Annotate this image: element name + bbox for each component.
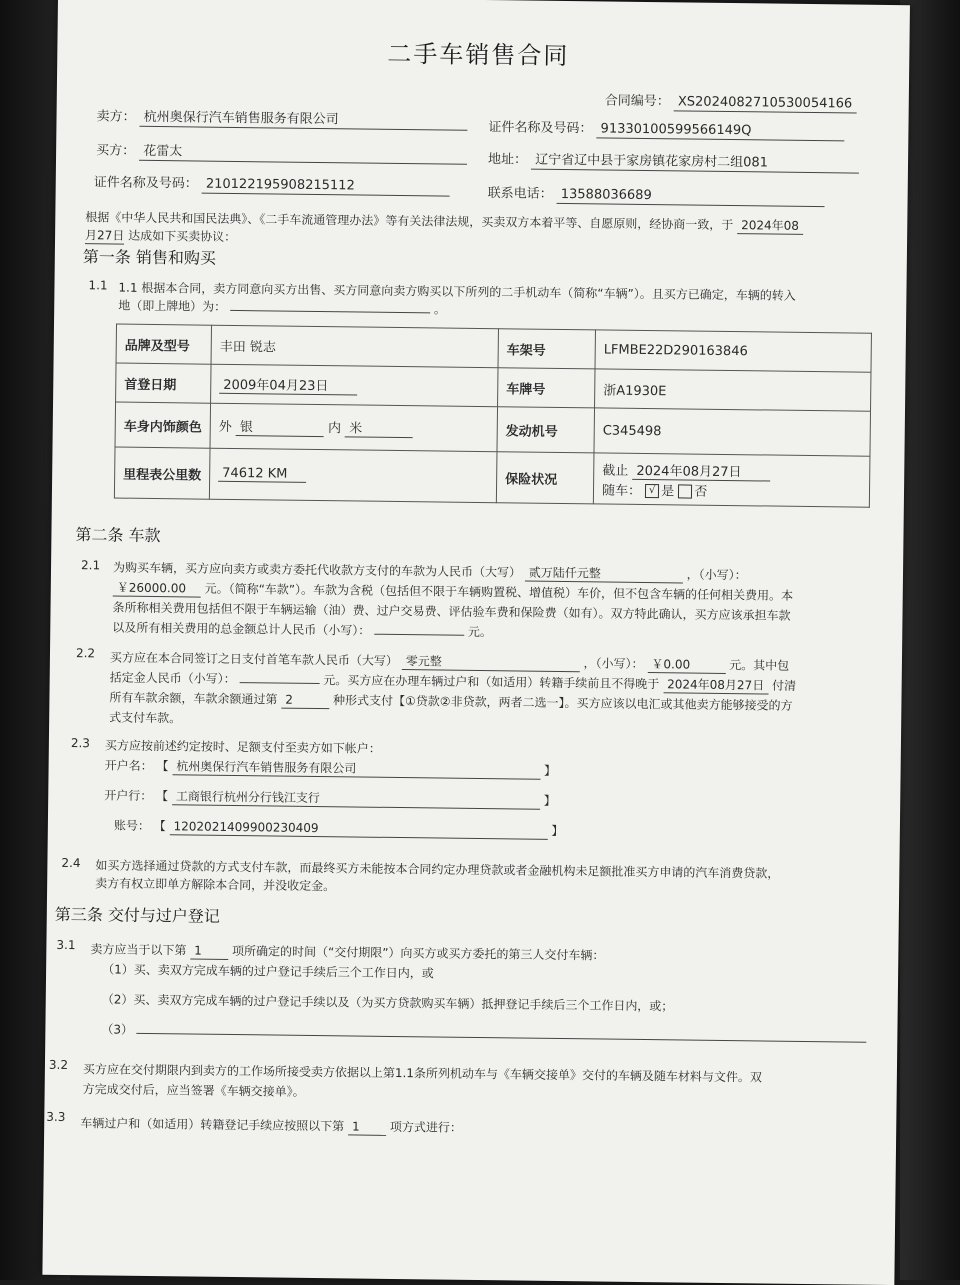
insurance-date: 2024年08月27日 (632, 459, 770, 481)
reg-date-value: 2009年04月23日 (219, 374, 357, 396)
delivery-option-3-blank (137, 1033, 867, 1043)
para-2-1-number: 2.1 (80, 558, 101, 573)
first-payment-words: 零元整 (402, 653, 580, 672)
buyer-id: 210122195908215112 (202, 177, 450, 197)
account-number-row: 账号： 【 1202021409900230409 】 (113, 818, 564, 839)
preamble-line2: 月27日 达成如下买卖协议： (85, 228, 237, 244)
phone-row: 联系电话： 13588036689 (488, 186, 825, 207)
seller-id: 91330100599566149Q (596, 121, 844, 141)
checkbox-yes-icon: √ (645, 484, 659, 498)
para-2-4-number: 2.4 (61, 855, 81, 871)
registration-place-blank (230, 310, 430, 313)
account-name-row: 开户名： 【 杭州奥保行汽车销售服务有限公司 】 (104, 758, 557, 778)
engine-label: 发动机号 (497, 407, 595, 453)
para-3-2-number: 3.2 (48, 1057, 69, 1072)
para-2-2-line4: 式支付车款。 (109, 710, 182, 726)
reg-date-label: 首登日期 (116, 363, 211, 403)
para-3-2-line1: 买方应在交付期限内到卖方的工作场所接受卖方依据以上第1.1条所列机动车与《车辆交接单》交付的车辆及随车材料与文件。双 (82, 1062, 763, 1085)
contract-number-row: 合同编号： XS2024082710530054166 (605, 93, 857, 113)
brand-label: 品牌及型号 (116, 324, 211, 364)
brand-value: 丰田 锐志 (211, 325, 498, 368)
bank-name: 工商银行杭州分行钱江支行 (172, 788, 540, 809)
contract-paper (42, 0, 910, 1285)
seller-id-row: 证件名称及号码： 91330100599566149Q (488, 120, 844, 141)
buyer-name: 花雷太 (139, 144, 467, 165)
table-row: 里程表公里数 74612 KM 保险状况 截止 2024年08月27日 随车： √ 是 否 (114, 447, 870, 507)
insurance-label: 保险状况 (496, 452, 594, 504)
para-2-2-line2: 括定金人民币（小写）： 元。买方应在办理车辆过户和（如适用）转籍手续前且不得晚于 2024年08月27日 付清 (109, 670, 797, 693)
para-2-2-number: 2.2 (75, 646, 96, 661)
plate-value: 浙A1930E (595, 369, 871, 411)
first-payment-number: ￥0.00 (647, 656, 725, 674)
para-2-2-line1: 买方应在本合同签订之日支付首笔车款人民币（大写） 零元整 ，（小写）： ￥0.00 元。其中包 (109, 650, 790, 673)
contract-title: 二手车销售合同 (387, 39, 570, 71)
odometer-value: 74612 KM (218, 466, 306, 483)
delivery-option-2: （2）买、卖双方完成车辆的过户登记手续以及（为买方贷款购买车辆）抵押登记手续后三个工作日内，或； (101, 992, 674, 1014)
seller-name: 杭州奥保行汽车销售服务有限公司 (140, 110, 468, 131)
para-2-4-line2: 卖方有权立即单方解除本合同，并没收定金。 (95, 876, 336, 894)
color-label: 车身内饰颜色 (115, 402, 211, 448)
table-row: 车身内饰颜色 外 银 内 米 发动机号 C345498 (115, 402, 870, 456)
para-2-3-number: 2.3 (70, 736, 91, 751)
buyer-address: 辽宁省辽中县于家房镇花家房村二组081 (531, 153, 859, 174)
transfer-option-choice: 1 (348, 1118, 386, 1135)
agreement-date-part2: 月27日 (85, 228, 125, 243)
para-2-4-line1: 如买方选择通过贷款的方式支付车款，而最终买方未能按本合同约定办理贷款或者金融机构未足额批准买方申请的汽车消费贷款， (95, 858, 780, 881)
article1-text2: 地（即上牌地）为： 。 (118, 298, 446, 317)
total-price-words: 贰万陆仟元整 (525, 565, 683, 584)
total-price-number: ￥26000.00 (113, 580, 201, 598)
para-3-1-text: 卖方应当于以下第 1 项所确定的时间（“交付期限”）向买方或买方委托的第三人交付车辆： (90, 942, 605, 963)
buyer-phone: 13588036689 (557, 187, 825, 207)
vin-label: 车架号 (498, 329, 595, 369)
deposit-blank (239, 682, 319, 684)
seller-row: 卖方： 杭州奥保行汽车销售服务有限公司 (96, 109, 467, 131)
delivery-option-3: （3） (101, 1021, 867, 1046)
para-3-1-number: 3.1 (56, 937, 76, 953)
checkbox-no-icon (678, 484, 692, 498)
interior-color: 米 (345, 417, 413, 438)
para-2-2-line3: 所有车款余额，车款余额通过第 2 种形式支付【①贷款②非贷款，两者二选一】。买方应该以电汇或其他卖方能够接受的方 (109, 690, 793, 713)
article3-title: 第三条 交付与过户登记 (54, 904, 220, 926)
odometer-label: 里程表公里数 (114, 447, 210, 499)
account-holder-name: 杭州奥保行汽车销售服务有限公司 (172, 758, 540, 779)
article1-number: 1.1 (88, 278, 108, 293)
preamble-line1: 根据《中华人民共和国民法典》、《二手车流通管理办法》等有关法律法规，买卖双方本着平等、自愿原则，经协商一致，于 2024年08 (85, 209, 803, 235)
vin-value: LFMBE22D290163846 (595, 330, 871, 372)
para-2-1-line1: 为购买车辆，买方应向卖方或卖方委托代收款方支付的车款为人民币（大写） 贰万陆仟元整 ，（小写）： (112, 560, 747, 583)
para-3-2-line2: 方完成交付后，应当签署《车辆交接单》。 (82, 1082, 305, 1099)
para-2-1-line2: ￥26000.00 元。（简称“车款”）。车款为含税（包括但不限于车辆购置税、增值税）车价，但不包含车辆的任何相关费用。本 (113, 580, 793, 605)
payment-method-choice: 2 (281, 692, 329, 710)
balance-due-date: 2024年08月27日 (663, 676, 768, 694)
total-fees-blank (374, 634, 464, 636)
article2-title: 第二条 车款 (75, 525, 161, 546)
buyer-id-row: 证件名称及号码： 210122195908215112 (94, 175, 450, 196)
para-2-1-line3: 条所称相关费用包括但不限于车辆运输（油）费、过户交易费、评估验车费和保险费（如有）。双方特此确认，买方应该承担车款 (112, 600, 791, 623)
vehicle-info-table (114, 324, 872, 508)
account-number: 1202021409900230409 (169, 818, 547, 840)
para-2-1-line4: 以及所有相关费用的总金额总计人民币（小写）： 元。 (112, 620, 493, 640)
delivery-option-1: （1）买、卖双方完成车辆的过户登记手续后三个工作日内，或 (102, 962, 434, 981)
agreement-date-part1: 2024年08 (737, 217, 803, 235)
background-right (900, 0, 960, 1280)
para-3-3-text: 车辆过户和（如适用）转籍登记手续应按照以下第 1 项方式进行： (80, 1116, 462, 1135)
buyer-row: 买方： 花雷太 (96, 143, 467, 165)
article1-text1: 1.1 根据本合同，卖方同意向买方出售、买方同意向卖方购买以下所列的二手机动车（简称“车辆”）。且买方已确定，车辆的转入 (118, 280, 796, 303)
para-3-3-number: 3.3 (46, 1109, 66, 1124)
plate-label: 车牌号 (498, 368, 595, 408)
address-row: 地址： 辽宁省辽中县于家房镇花家房村二组081 (488, 152, 859, 174)
contract-number: XS2024082710530054166 (674, 94, 857, 113)
para-2-3-text: 买方应按前述约定按时、足额支付至卖方如下帐户： (104, 738, 381, 756)
delivery-option-choice: 1 (190, 942, 228, 959)
engine-value: C345498 (594, 408, 871, 456)
exterior-color: 银 (236, 416, 324, 437)
article1-title: 第一条 销售和购买 (82, 247, 217, 268)
bank-row: 开户行： 【 工商银行杭州分行钱江支行 】 (104, 788, 556, 808)
